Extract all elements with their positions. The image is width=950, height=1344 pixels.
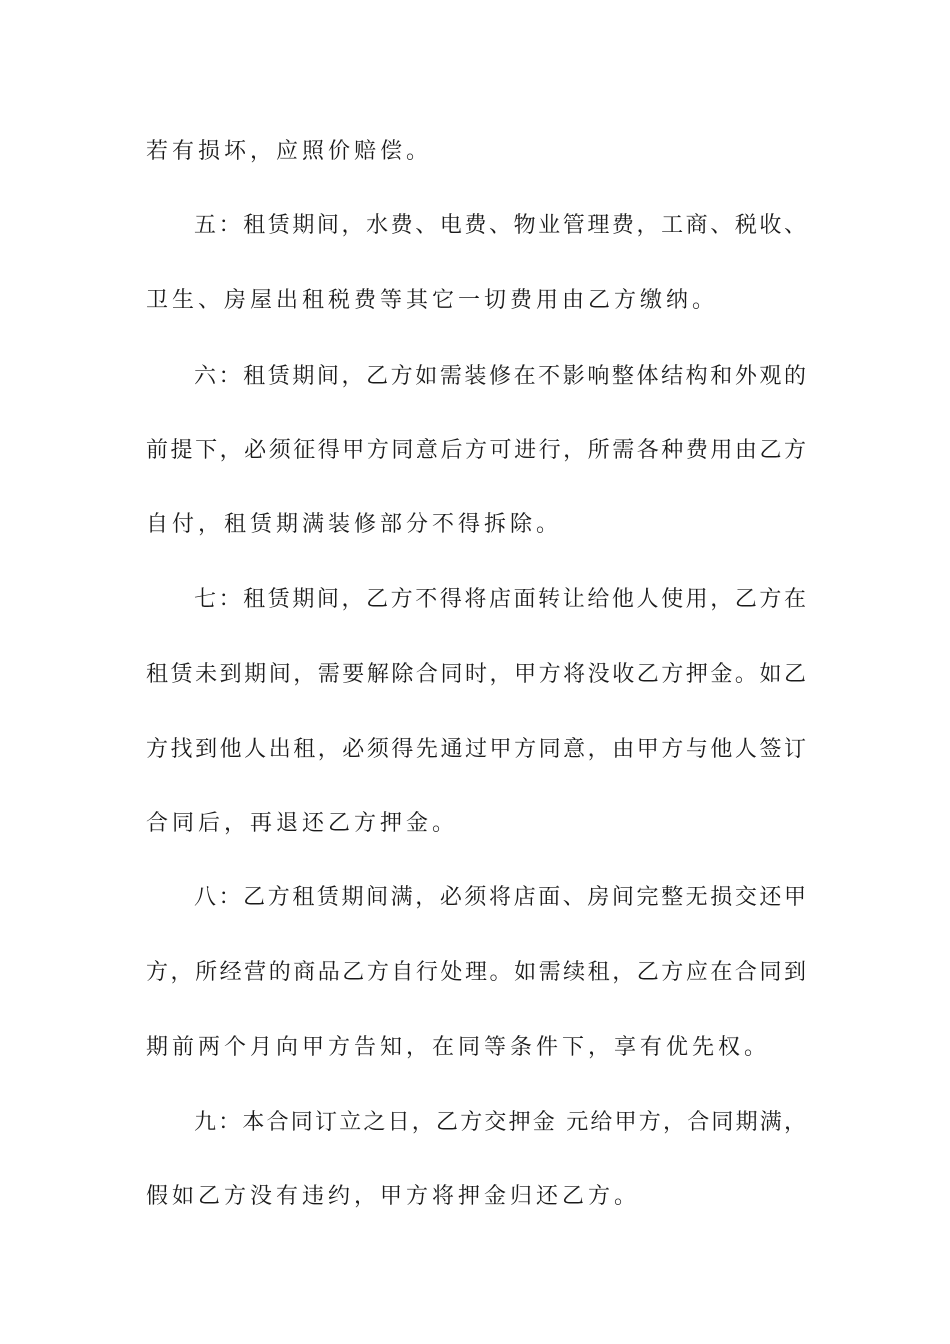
- clause-7-line-3: 方找到他人出租，必须得先通过甲方同意，由甲方与他人签订: [146, 737, 806, 762]
- clause-6-line-3: 自付，租赁期满装修部分不得拆除。: [146, 512, 563, 537]
- clause-7-line-4: 合同后，再退还乙方押金。: [146, 811, 459, 836]
- clause-7-line-1: 七：租赁期间，乙方不得将店面转让给他人使用，乙方在: [194, 587, 806, 612]
- clause-7-line-2: 租赁未到期间，需要解除合同时，甲方将没收乙方押金。如乙: [146, 662, 806, 687]
- text-line-1: 若有损坏，应照价赔偿。: [146, 139, 433, 164]
- clause-6-line-2: 前提下，必须征得甲方同意后方可进行，所需各种费用由乙方: [146, 438, 806, 463]
- clause-5-line-2: 卫生、房屋出租税费等其它一切费用由乙方缴纳。: [146, 288, 719, 313]
- clause-9-line-1: 九：本合同订立之日，乙方交押金 元给甲方，合同期满，: [194, 1110, 806, 1135]
- clause-9-line-2: 假如乙方没有违约，甲方将押金归还乙方。: [146, 1184, 641, 1209]
- clause-5-line-1: 五：租赁期间，水费、电费、物业管理费，工商、税收、: [194, 213, 806, 238]
- clause-8-line-1: 八：乙方租赁期间满，必须将店面、房间完整无损交还甲: [194, 885, 806, 910]
- clause-8-line-3: 期前两个月向甲方告知，在同等条件下，享有优先权。: [146, 1035, 771, 1060]
- clause-8-line-2: 方，所经营的商品乙方自行处理。如需续租，乙方应在合同到: [146, 960, 806, 985]
- clause-6-line-1: 六：租赁期间，乙方如需装修在不影响整体结构和外观的: [194, 364, 806, 389]
